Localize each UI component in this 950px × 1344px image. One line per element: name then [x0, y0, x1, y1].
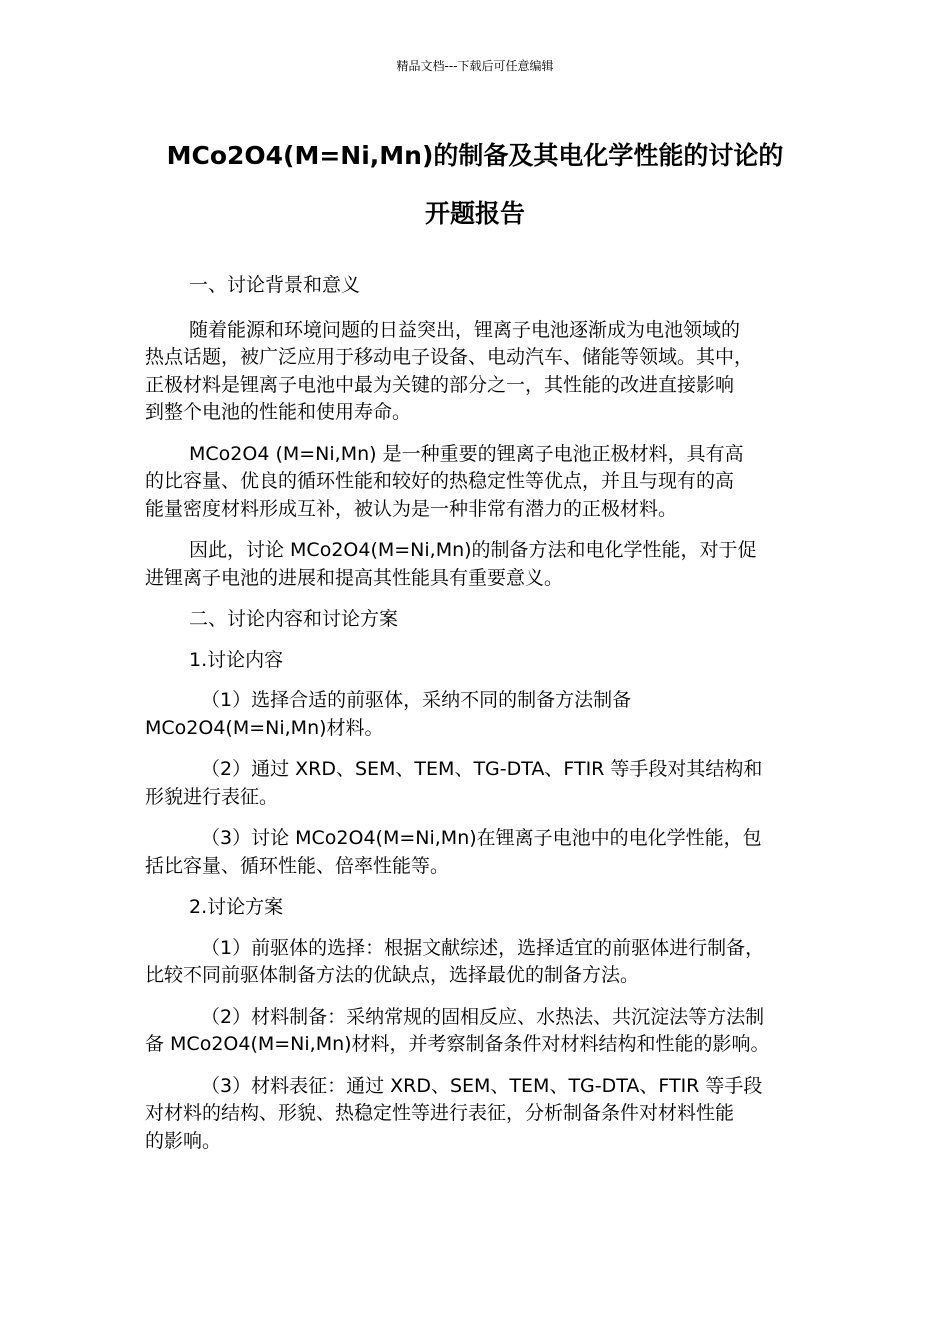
list-item: [145, 1004, 810, 1059]
paragraph-line: 正极材料是锂离子电池中最为关键的部分之一，其性能的改进直接影响: [145, 373, 735, 396]
list-item-line: （1）前驱体的选择：根据文献综述，选择适宜的前驱体进行制备，: [201, 936, 765, 959]
paragraph-significance: [145, 537, 810, 592]
list-item-line: （2）通过 XRD、SEM、TEM、TG-DTA、FTIR 等手段对其结构和: [201, 758, 763, 780]
paragraph-line: 到整个电池的性能和使用寿命。: [145, 401, 412, 423]
section-heading-background: 一、讨论背景和意义: [189, 274, 361, 296]
paragraph-line: 进锂离子电池的进展和提高其性能具有重要意义。: [145, 566, 564, 589]
list-item-line: （1）选择合适的前驱体，采纳不同的制备方法制备: [201, 689, 632, 711]
document-body: [145, 272, 810, 1155]
list-item-line: 对材料的结构、形貌、热稳定性等进行表征，分析制备条件对材料性能: [145, 1102, 735, 1124]
list-item-line: （2）材料制备：采纳常规的固相反应、水热法、共沉淀法等方法制: [201, 1005, 765, 1028]
list-item: [145, 1073, 810, 1156]
paragraph-line: 热点话题，被广泛应用于移动电子设备、电动汽车、储能等领域。其中，: [145, 346, 754, 368]
list-item-line: （3）材料表征：通过 XRD、SEM、TEM、TG-DTA、FTIR 等手段: [201, 1074, 763, 1097]
list-item-line: MCo2O4(M=Ni,Mn)材料。: [145, 716, 384, 739]
list-item-line: 比较不同前驱体制备方法的优缺点，选择最优的制备方法。: [145, 964, 640, 986]
paragraph-line: 随着能源和环境问题的日益突出，锂离子电池逐渐成为电池领域的: [189, 318, 741, 341]
list-item: [145, 825, 810, 880]
paragraph-line: MCo2O4 (M=Ni,Mn) 是一种重要的锂离子电池正极材料，具有高: [189, 442, 744, 465]
list-item-line: 形貌进行表征。: [145, 785, 279, 808]
subsection-heading-plan: 2.讨论方案: [189, 896, 284, 918]
page-header: 精品文档---下载后可任意编辑: [396, 59, 554, 73]
list-item: [145, 687, 810, 742]
paragraph-background: [145, 317, 810, 427]
list-item-line: 的影响。: [145, 1129, 222, 1152]
paragraph-material-intro: [145, 441, 810, 524]
list-item: [145, 756, 810, 811]
section-heading-content-plan: 二、讨论内容和讨论方案: [189, 608, 399, 630]
paragraph-line: 的比容量、优良的循环性能和较好的热稳定性等优点，并且与现有的高: [145, 470, 735, 492]
list-item-line: 备 MCo2O4(M=Ni,Mn)材料，并考察制备条件对材料结构和性能的影响。: [145, 1033, 770, 1055]
subsection-heading-content: 1.讨论内容: [189, 648, 284, 671]
document-title-line-1: MCo2O4(M=Ni,Mn)的制备及其电化学性能的讨论的: [166, 141, 784, 170]
list-item: [145, 935, 810, 990]
list-item-line: 括比容量、循环性能、倍率性能等。: [145, 854, 450, 877]
list-item-line: （3）讨论 MCo2O4(M=Ni,Mn)在锂离子电池中的电化学性能，包: [201, 827, 762, 849]
document-title-line-2: 开题报告: [424, 199, 525, 228]
paragraph-line: 能量密度材料形成互补，被认为是一种非常有潜力的正极材料。: [145, 497, 678, 520]
paragraph-line: 因此，讨论 MCo2O4(M=Ni,Mn)的制备方法和电化学性能，对于促: [189, 539, 757, 561]
